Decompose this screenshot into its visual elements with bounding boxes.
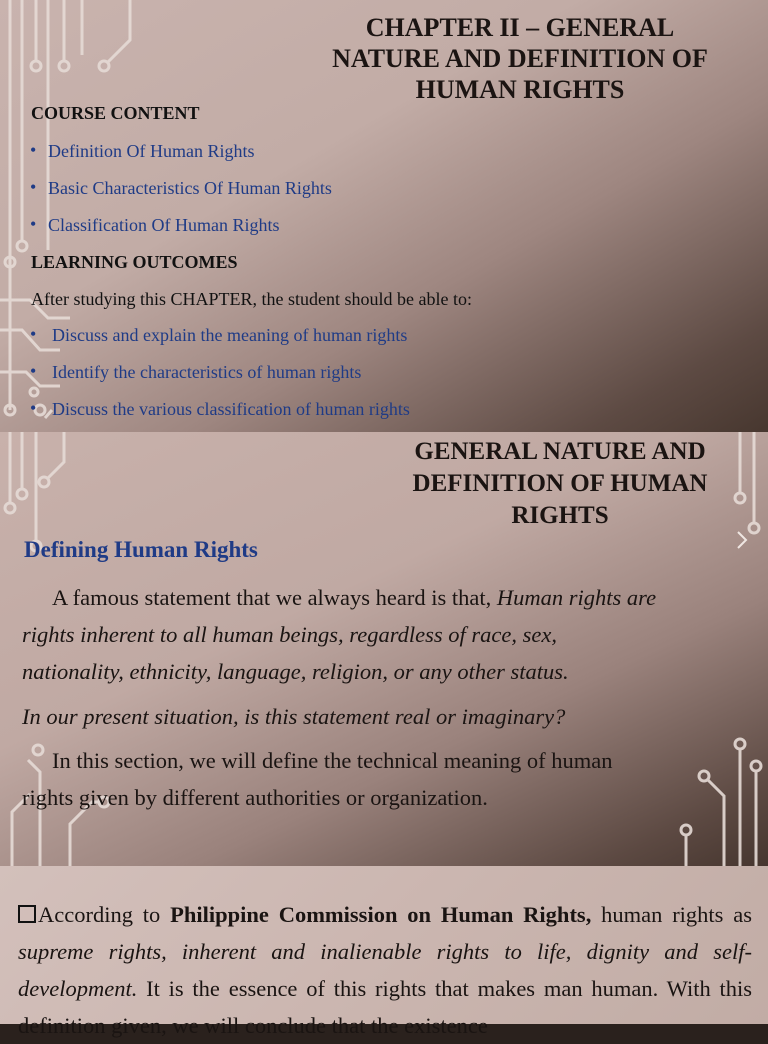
bullet-icon: • — [30, 361, 37, 381]
section-title — [375, 436, 745, 532]
definition-text: human rights as — [591, 902, 752, 927]
chapter-title — [290, 12, 750, 105]
question-text: In our present situation, is this statement real or imaginary? — [22, 704, 566, 729]
definition-quote: supreme rights, inherent and inalienable rights to life, dignity and self-development. — [18, 939, 752, 1001]
course-item: Basic Characteristics Of Human Rights — [48, 178, 332, 198]
slide-defining-human-rights — [0, 432, 768, 866]
statement-quote: nationality, ethnicity, language, religion, or any other status. — [22, 659, 569, 684]
course-item: Classification Of Human Rights — [48, 215, 280, 235]
subheading-defining-human-rights: Defining Human Rights — [24, 537, 258, 562]
statement-quote: rights inherent to all human beings, regardless of race, sex, — [22, 622, 557, 647]
section-title-line: GENERAL NATURE AND — [414, 438, 706, 465]
learning-outcomes-heading: LEARNING OUTCOMES — [31, 252, 238, 272]
chapter-title-line: CHAPTER II – GENERAL — [365, 13, 675, 42]
intro-line: In this section, we will define the technical meaning of human — [52, 748, 613, 773]
section-title-line: DEFINITION OF HUMAN — [412, 470, 708, 497]
bullet-icon: • — [30, 214, 37, 234]
paragraph-question — [22, 698, 752, 735]
statement-quote: Human rights are — [496, 585, 657, 610]
paragraph-section-intro — [22, 742, 752, 816]
outcome-item: Discuss the various classification of human rights — [52, 399, 410, 419]
outcome-item: Identify the characteristics of human rights — [52, 362, 362, 382]
checkbox-bullet-icon — [18, 905, 36, 923]
outcome-item: Discuss and explain the meaning of human rights — [52, 325, 408, 345]
bullet-icon: • — [30, 140, 37, 160]
outcomes-intro: After studying this CHAPTER, the student should be able to: — [31, 289, 472, 309]
paragraph-commission-definition — [18, 896, 752, 1044]
bullet-icon: • — [30, 324, 37, 344]
chapter-title-line: NATURE AND DEFINITION OF — [332, 44, 708, 73]
slide-philippine-commission-definition — [0, 866, 768, 1038]
chapter-title-line: HUMAN RIGHTS — [415, 75, 625, 104]
section-title-line: RIGHTS — [511, 502, 609, 529]
statement-lead: A famous statement that we always heard is that, — [52, 585, 497, 610]
intro-line: rights given by different authorities or organization. — [22, 785, 488, 810]
paragraph-famous-statement — [22, 579, 752, 690]
course-item: Definition Of Human Rights — [48, 141, 255, 161]
course-content-heading: COURSE CONTENT — [31, 103, 200, 123]
bullet-icon: • — [30, 398, 37, 418]
slide-course-overview — [0, 0, 768, 432]
commission-name: Philippine Commission on Human Rights, — [170, 902, 592, 927]
bullet-icon: • — [30, 177, 37, 197]
definition-text: According to — [38, 902, 171, 927]
definition-text: It is the essence of this rights that makes man human. With this definition given, we will conclude that the existence — [18, 976, 752, 1038]
